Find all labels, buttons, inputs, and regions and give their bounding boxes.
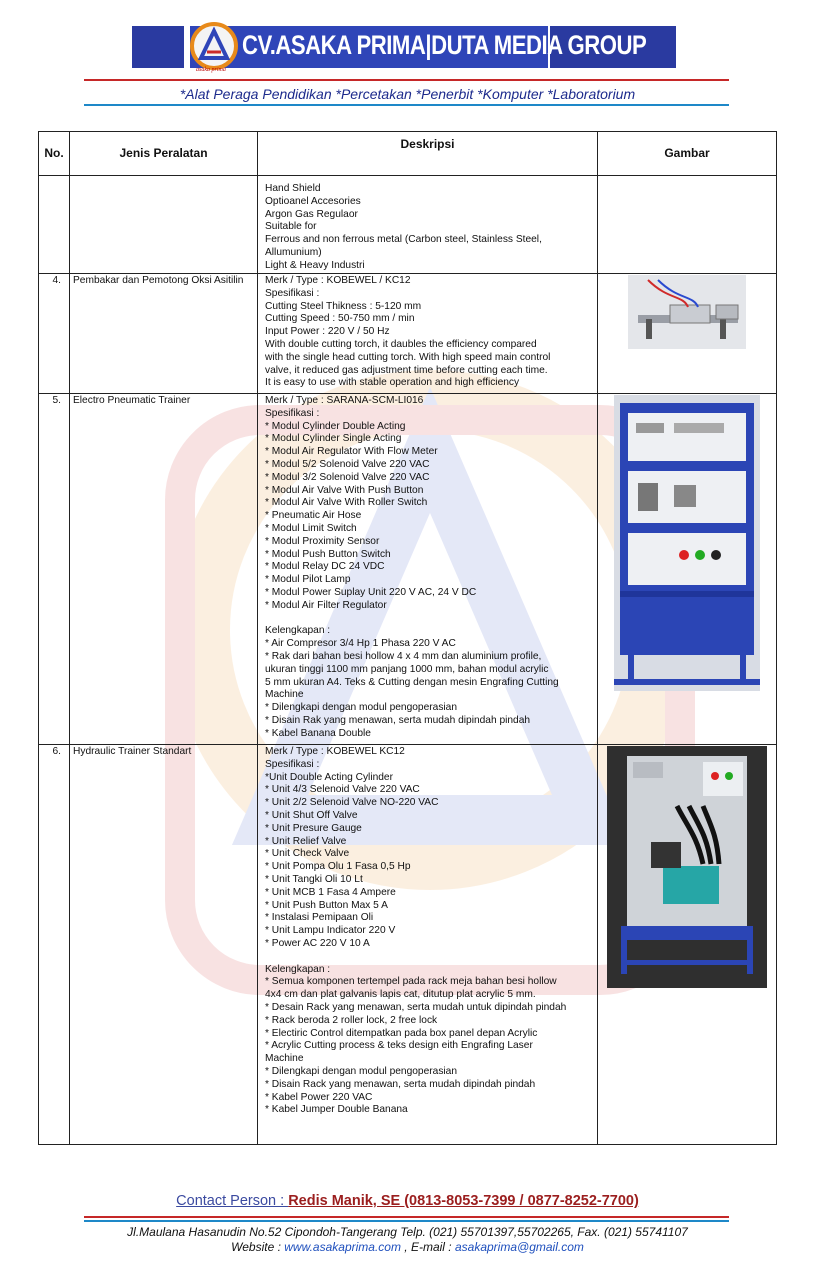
- equipment-name: Electro Pneumatic Trainer: [70, 394, 258, 745]
- desc-line: * Kabel Power 220 VAC: [265, 1091, 373, 1103]
- tagline: *Alat Peraga Pendidikan *Percetakan *Penerbit *Komputer *Laboratorium: [179, 86, 636, 102]
- equipment-image-cell: [598, 745, 777, 1145]
- company-logo-icon: [190, 22, 238, 70]
- desc-line: Spesifikasi :: [265, 287, 320, 299]
- desc-line: * Dilengkapi dengan modul pengoperasian: [265, 1065, 458, 1077]
- desc-line: 5 mm ukuran A4. Teks & Cutting dengan mesin Engrafing Cutting: [265, 676, 559, 688]
- desc-line: * Modul Air Valve With Push Button: [265, 484, 424, 496]
- desc-line: * Modul Relay DC 24 VDC: [265, 561, 385, 573]
- header-gambar: Gambar: [598, 132, 777, 176]
- table-row: [39, 274, 777, 394]
- header-bar-left: [132, 26, 184, 68]
- header-deskripsi: Deskripsi: [258, 132, 598, 176]
- footer-rule-red: [84, 1216, 729, 1218]
- desc-line: * Pneumatic Air Hose: [265, 510, 362, 522]
- desc-line: * Modul Cylinder Double Acting: [265, 420, 406, 432]
- desc-line: * Unit Push Button Max 5 A: [265, 899, 388, 911]
- desc-line: * Kabel Jumper Double Banana: [265, 1104, 408, 1116]
- desc-line: Input Power : 220 V / 50 Hz: [265, 326, 390, 338]
- website-email-line: [0, 1240, 815, 1254]
- desc-line: Merk / Type : SARANA-SCM-LI016: [265, 395, 424, 406]
- desc-line: valve, it reduced gas adjustment time before cutting each time.: [265, 364, 548, 376]
- logo-caption: asaka prima: [196, 67, 226, 73]
- desc-line: * Unit 2/2 Selenoid Valve NO-220 VAC: [265, 797, 439, 809]
- equipment-table: [38, 131, 777, 1145]
- desc-line: with the single head cutting torch. With high speed main control: [265, 351, 551, 363]
- header-jenis: Jenis Peralatan: [70, 132, 258, 176]
- equipment-description: [258, 745, 598, 1145]
- equipment-description: [258, 394, 598, 745]
- desc-line: Hand Shield: [265, 183, 321, 194]
- desc-line: * Modul 5/2 Solenoid Valve 220 VAC: [265, 458, 430, 470]
- hydraulic-trainer-photo: [607, 746, 767, 988]
- desc-line: * Modul 3/2 Solenoid Valve 220 VAC: [265, 471, 430, 483]
- desc-line: [265, 951, 593, 964]
- desc-line: 4x4 cm dan plat galvanis lapis cat, ditutup plat acrylic 5 mm.: [265, 989, 536, 1001]
- desc-line: * Modul Air Filter Regulator: [265, 599, 387, 611]
- desc-line: Machine: [265, 1053, 304, 1065]
- header-no: No.: [39, 132, 70, 176]
- desc-line: Cutting Steel Thikness : 5-120 mm: [265, 300, 422, 312]
- desc-line: Ferrous and non ferrous metal (Carbon steel, Stainless Steel,: [265, 234, 542, 246]
- desc-line: Kelengkapan :: [265, 963, 331, 975]
- desc-line: * Power AC 220 V 10 A: [265, 937, 370, 949]
- desc-line: * Modul Air Valve With Roller Switch: [265, 497, 428, 509]
- equipment-description: [258, 176, 598, 274]
- desc-line: * Electiric Control ditempatkan pada box panel depan Acrylic: [265, 1027, 538, 1039]
- desc-line: * Unit Check Valve: [265, 848, 350, 860]
- desc-line: * Semua komponen tertempel pada rack meja bahan besi hollow: [265, 976, 557, 988]
- equipment-image-cell: [598, 176, 777, 274]
- email-label: , E-mail :: [400, 1240, 455, 1254]
- desc-line: * Disain Rak yang menawan, serta mudah dipindah pindah: [265, 714, 531, 726]
- contact-label: Contact Person :: [176, 1193, 289, 1209]
- desc-line: * Unit Lampu Indicator 220 V: [265, 925, 396, 937]
- equipment-image-cell: [598, 394, 777, 745]
- desc-line: Spesifikasi :: [265, 407, 320, 419]
- equipment-name: Pembakar dan Pemotong Oksi Asitilin: [70, 274, 258, 394]
- website-link[interactable]: www.asakaprima.com: [284, 1240, 401, 1254]
- desc-line: Argon Gas Regulaor: [265, 208, 358, 220]
- desc-line: * Instalasi Pemipaan Oli: [265, 912, 374, 924]
- desc-line: Spesifikasi :: [265, 758, 320, 770]
- table-row: [39, 394, 777, 745]
- equipment-description: [258, 274, 598, 394]
- desc-line: Light & Heavy Industri: [265, 259, 365, 271]
- electro-pneumatic-trainer-photo: [614, 395, 760, 691]
- desc-line: Allumunium): [265, 246, 322, 258]
- desc-line: * Modul Push Button Switch: [265, 548, 391, 560]
- desc-line: With double cutting torch, it daubles the efficiency compared: [265, 338, 537, 350]
- desc-line: * Unit 4/3 Selenoid Valve 220 VAC: [265, 784, 420, 796]
- equipment-name: Hydraulic Trainer Standart: [70, 745, 258, 1145]
- footer-rule-blue: [84, 1220, 729, 1222]
- desc-line: * Kabel Banana Double: [265, 727, 371, 739]
- desc-line: Cutting Speed : 50-750 mm / min: [265, 313, 415, 325]
- contact-person: [0, 1193, 815, 1209]
- email-link[interactable]: asakaprima@gmail.com: [454, 1240, 584, 1254]
- desc-line: Machine: [265, 689, 304, 701]
- company-name: CV.ASAKA PRIMA|DUTA MEDIA GROUP: [242, 30, 647, 60]
- desc-line: * Modul Cylinder Single Acting: [265, 433, 402, 445]
- table-header-row: [39, 132, 777, 176]
- desc-line: * Unit Pompa Olu 1 Fasa 0,5 Hp: [265, 861, 411, 873]
- desc-line: * Unit Relief Valve: [265, 835, 347, 847]
- desc-line: * Unit Tangki Oli 10 Lt: [265, 873, 363, 885]
- header-rule-red: [84, 79, 729, 81]
- desc-line: * Unit Shut Off Valve: [265, 809, 358, 821]
- desc-line: * Air Compresor 3/4 Hp 1 Phasa 220 V AC: [265, 638, 456, 650]
- equipment-image-cell: [598, 274, 777, 394]
- desc-line: Kelengkapan :: [265, 625, 331, 637]
- contact-name-phone[interactable]: Redis Manik, SE (0813-8053-7399 / 0877-8252-7700): [288, 1193, 639, 1209]
- cutting-machine-photo: [628, 275, 746, 349]
- header-rule-blue: [84, 104, 729, 106]
- desc-line: It is easy to use with stable operation and high efficiency: [265, 377, 520, 389]
- desc-line: * Dilengkapi dengan modul pengoperasian: [265, 702, 458, 714]
- desc-line: * Rak dari bahan besi hollow 4 x 4 mm dan aluminium profile,: [265, 650, 542, 662]
- desc-line: Optioanel Accesories: [265, 195, 361, 207]
- desc-line: Merk / Type : KOBEWEL KC12: [265, 746, 405, 757]
- row-number: 5.: [39, 394, 70, 745]
- desc-line: * Desain Rack yang menawan, serta mudah untuk dipindah pindah: [265, 1001, 567, 1013]
- row-number: 4.: [39, 274, 70, 394]
- desc-line: * Modul Power Suplay Unit 220 V AC, 24 V DC: [265, 586, 477, 598]
- desc-line: Merk / Type : KOBEWEL / KC12: [265, 275, 411, 286]
- desc-line: * Modul Limit Switch: [265, 522, 357, 534]
- desc-line: * Unit MCB 1 Fasa 4 Ampere: [265, 886, 396, 898]
- desc-line: * Modul Proximity Sensor: [265, 535, 380, 547]
- website-label: Website :: [231, 1240, 285, 1254]
- desc-line: * Disain Rack yang menawan, serta mudah dipindah pindah: [265, 1078, 536, 1090]
- desc-line: * Acrylic Cutting process & teks design eith Engrafing Laser: [265, 1040, 533, 1052]
- row-number: 6.: [39, 745, 70, 1145]
- desc-line: ukuran tinggi 1100 mm panjang 1000 mm, bahan modul acrylic: [265, 663, 549, 675]
- desc-line: Suitable for: [265, 221, 317, 233]
- desc-line: * Unit Presure Gauge: [265, 822, 362, 834]
- desc-line: [265, 613, 593, 626]
- desc-line: * Modul Air Regulator With Flow Meter: [265, 446, 438, 458]
- table-row: [39, 176, 777, 274]
- desc-line: * Rack beroda 2 roller lock, 2 free lock: [265, 1014, 438, 1026]
- table-row: [39, 745, 777, 1145]
- desc-line: *Unit Double Acting Cylinder: [265, 771, 393, 783]
- desc-line: * Modul Pilot Lamp: [265, 574, 351, 586]
- company-address: Jl.Maulana Hasanudin No.52 Cipondoh-Tangerang Telp. (021) 55701397,55702265, Fax. (021) 55741107: [127, 1225, 688, 1239]
- equipment-name: [70, 176, 258, 274]
- row-number: [39, 176, 70, 274]
